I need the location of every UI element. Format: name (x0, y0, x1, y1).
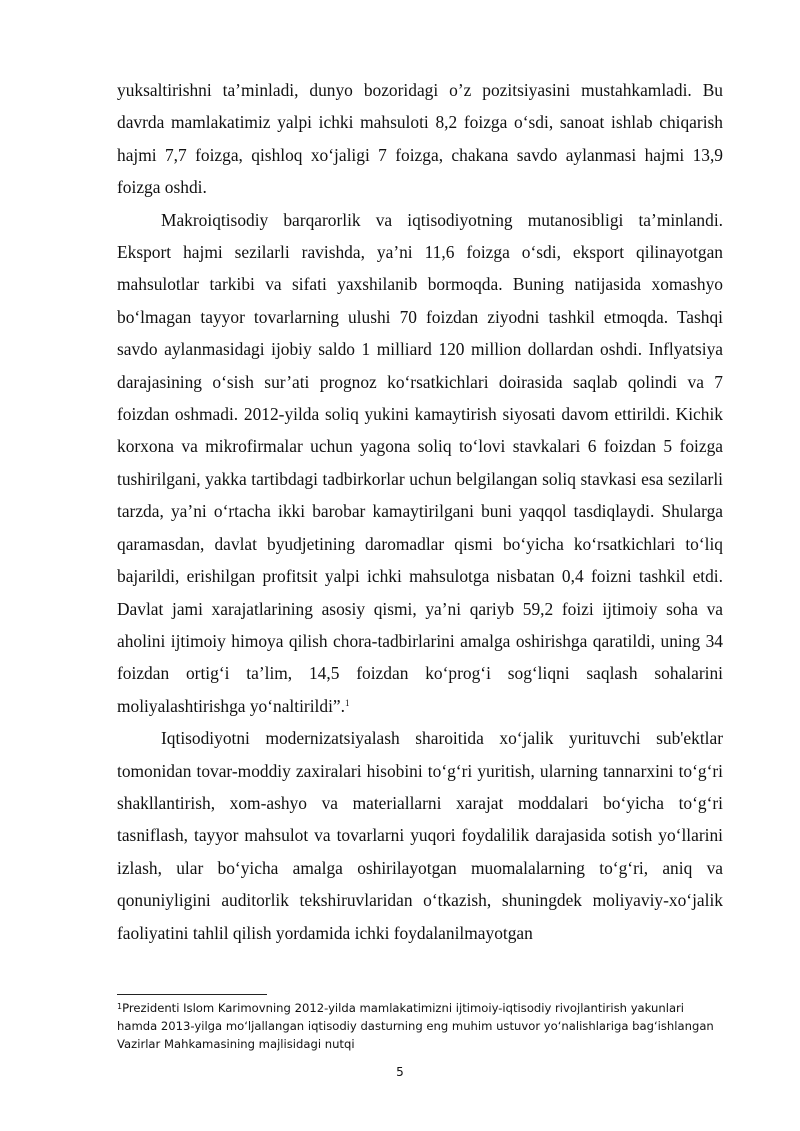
paragraph-macroeconomic-stability (117, 204, 723, 723)
footnote (117, 999, 717, 1053)
paragraph-continuation: yuksaltirishni ta’minladi, dunyo bozoridagi o’z pozitsiyasini mustahkamladi. Bu davrda mamlakatimiz yalpi ichki mahsuloti 8,2 foizga o‘sdi, sanoat ishlab chiqarish hajmi 7,7 foizga, qishloq xo‘jaligi 7 foizga, chakana savdo aylanmasi hajmi 13,9 foizga oshdi. (117, 80, 723, 198)
page-number: 5 (396, 1065, 404, 1079)
document-body (117, 74, 723, 949)
footnote-marker: 1 (117, 1002, 123, 1011)
paragraph-text: Makroiqtisodiy barqarorlik va iqtisodiyotning mutanosibligi ta’minlandi. Eksport hajmi sezilarli ravishda, ya’ni 11,6 foizga o‘sdi, eksport qilinayotgan mahsulotlar tarkibi va sifati yaxshilanib bormoqda. Buning natijasida xomashyo bo‘lmagan tayyor tovarlarning ulushi 70 foizdan ziyodni tashkil etmoqda. Tashqi savdo aylanmasidagi ijobiy saldo 1 milliard 120 million dollardan oshdi. Inflyatsiya darajasining o‘sish sur’ati prognoz ko‘rsatkichlari doirasida saqlab qolindi va 7 foizdan oshmadi. 2012-yilda soliq yukini kamaytirish siyosati davom ettirildi. Kichik korxona va mikrofirmalar uchun yagona soliq to‘lovi stavkalari 6 foizdan 5 foizga tushirilgani, yakka tartibdagi tadbirkorlar uchun belgilangan soliq stavkasi esa sezilarli tarzda, ya’ni o‘rtacha ikki barobar kamaytirilgani buni yaqqol tasdiqlaydi. Shularga qaramasdan, davlat byudjetining daromadlar qismi bo‘yicha ko‘rsatkichlari to‘liq bajarildi, erishilgan profitsit yalpi ichki mahsulotga nisbatan 0,4 foizni tashkil etdi. Davlat jami xarajatlarining asosiy qismi, ya’ni qariyb 59,2 foizi ijtimoiy soha va aholini ijtimoiy himoya qilish chora-tadbirlarini amalga oshirishga qaratildi, uning 34 foizdan ortig‘i ta’lim, 14,5 foizdan ko‘prog‘i sog‘liqni saqlash sohalarini moliyalashtirishga yo‘naltirildi”. (117, 209, 723, 716)
footnote-separator (117, 994, 267, 995)
footnote-text: Prezidenti Islom Karimovning 2012-yilda mamlakatimizni ijtimoiy-iqtisodiy rivojlantirish yakunlari hamda 2013-yilga mo‘ljallangan iqtisodiy dasturning eng muhim ustuvor yo‘nalishlariga bag‘ishlangan Vazirlar Mahkamasining majlisidagi nutqi (117, 1001, 714, 1051)
footnote-reference[interactable]: 1 (344, 697, 350, 708)
paragraph-modernization: Iqtisodiyotni modernizatsiyalash sharoitida xo‘jalik yurituvchi sub'ektlar tomonidan tovar-moddiy zaxiralari hisobini to‘g‘ri yuritish, ularning tannarxini to‘g‘ri shakllantirish, xom-ashyo va materiallarni xarajat moddalari bo‘yicha to‘g‘ri tasniflash, tayyor mahsulot va tovarlarni yuqori foydalilik darajasida sotish yo‘llarini izlash, ular bo‘yicha amalga oshirilayotgan muomalalarning to‘g‘ri, aniq va qonuniyligini auditorlik tekshiruvlaridan o‘tkazish, shuningdek moliyaviy-xo‘jalik faoliyatini tahlil qilish yordamida ichki foydalanilmayotgan (117, 728, 723, 943)
